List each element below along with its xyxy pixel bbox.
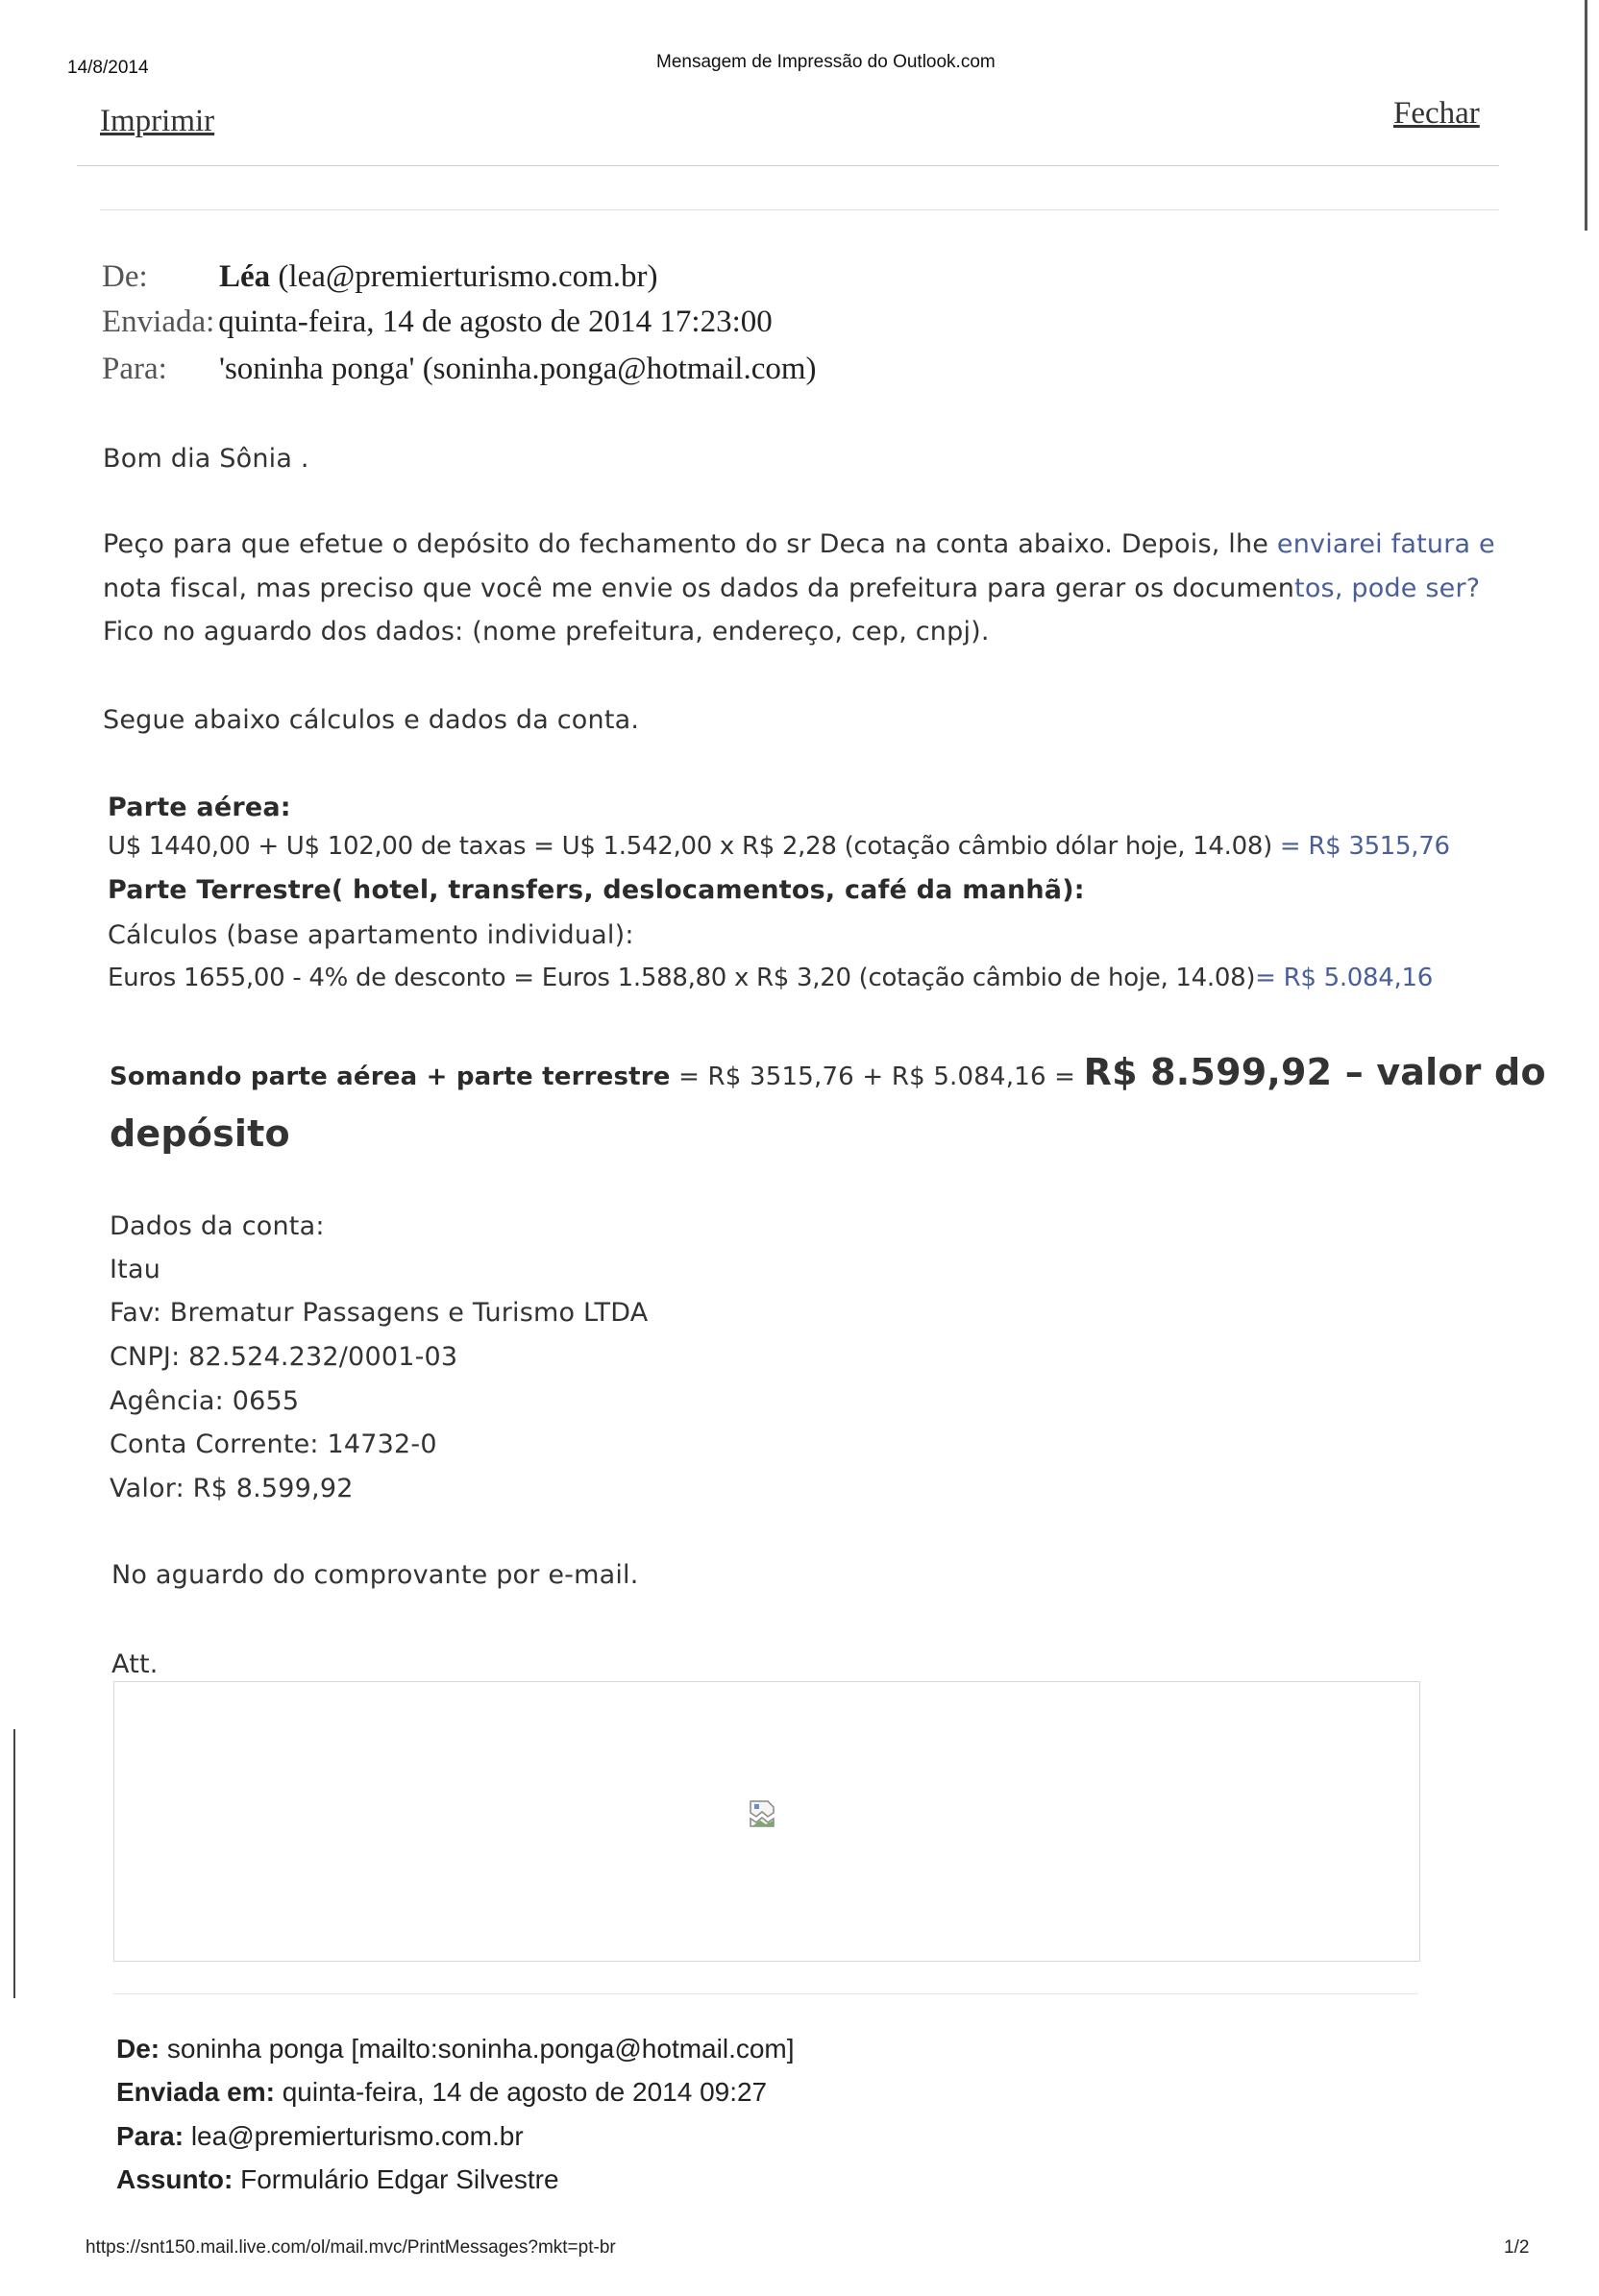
sign-off: Att. [111, 1649, 159, 1679]
from-line [102, 259, 658, 295]
account-amount: Valor: R$ 8.599,92 [110, 1474, 354, 1503]
paragraph-1-line-3: Fico no aguardo dos dados: (nome prefeitura, endereço, cep, cnpj). [103, 617, 990, 647]
fwd-subject-line [116, 2164, 559, 2195]
fwd-to-label: Para: [116, 2121, 184, 2151]
from-label: De: [102, 259, 148, 294]
paragraph-1-line-2 [103, 574, 1480, 603]
forward-divider [113, 1993, 1418, 1994]
air-calc-text: U$ 1440,00 + U$ 102,00 de taxas = U$ 1.542,00 x R$ 2,28 (cotação câmbio dólar hoje, 14.08) [108, 832, 1280, 861]
p1-b: nota fiscal, mas preciso que você me envie os dados da prefeitura para gerar os documen [103, 574, 1295, 603]
paragraph-1-line-1 [103, 529, 1495, 559]
sum-total: R$ 8.599,92 – valor do [1083, 1051, 1546, 1093]
account-bank: Itau [110, 1255, 161, 1284]
account-agency: Agência: 0655 [110, 1386, 300, 1416]
awaiting-receipt: No aguardo do comprovante por e-mail. [111, 1560, 639, 1590]
fwd-subject-label: Assunto: [116, 2164, 234, 2194]
sent-line [102, 305, 773, 340]
paragraph-2: Segue abaixo cálculos e dados da conta. [103, 705, 640, 735]
print-date: 14/8/2014 [67, 58, 149, 78]
print-link[interactable]: Imprimir [100, 104, 215, 138]
p1-a: Peço para que efetue o depósito do fechamento do sr Deca na conta abaixo. Depois, lhe [103, 529, 1277, 559]
fwd-sent-value: quinta-feira, 14 de agosto de 2014 09:27 [282, 2077, 768, 2107]
account-cnpj: CNPJ: 82.524.232/0001-03 [110, 1342, 458, 1372]
from-name: Léa [219, 259, 271, 294]
fwd-sent-line [116, 2077, 767, 2108]
fwd-to-value: lea@premierturismo.com.br [190, 2121, 524, 2151]
fwd-to-line [116, 2121, 524, 2152]
fwd-from-line [116, 2034, 795, 2064]
to-label: Para: [102, 352, 167, 386]
land-calc-text: Euros 1655,00 - 4% de desconto = Euros 1.588,80 x R$ 3,20 (cotação câmbio de hoje, 14.08) [108, 964, 1256, 992]
land-heading: Parte Terrestre( hotel, transfers, deslocamentos, café da manhã): [108, 875, 1085, 905]
to-value: 'soninha ponga' (soninha.ponga@hotmail.com) [219, 352, 817, 386]
air-heading: Parte aérea: [108, 793, 291, 822]
air-calc-result: = R$ 3515,76 [1279, 832, 1450, 861]
land-calc [108, 964, 1433, 992]
p1-a-blue: enviarei fatura e [1276, 529, 1495, 559]
sent-value: quinta-feira, 14 de agosto de 2014 17:23:00 [218, 305, 773, 339]
air-calc [108, 832, 1450, 861]
footer-url: https://snt150.mail.live.com/ol/mail.mvc/PrintMessages?mkt=pt-br [86, 2237, 616, 2258]
fwd-subject-value: Formulário Edgar Silvestre [240, 2164, 559, 2194]
sum-total-line-2: depósito [110, 1112, 290, 1155]
p1-b-blue: tos, pode ser? [1294, 574, 1481, 603]
scan-edge-right [1585, 0, 1587, 231]
from-email: (lea@premierturismo.com.br) [278, 259, 658, 294]
header-divider [77, 165, 1499, 166]
broken-image-icon [749, 1799, 775, 1828]
land-calc-result: = R$ 5.084,16 [1255, 964, 1433, 992]
scan-edge-left [13, 1729, 15, 1998]
account-number: Conta Corrente: 14732-0 [110, 1429, 437, 1459]
account-heading: Dados da conta: [110, 1211, 325, 1241]
signature-image-frame [113, 1681, 1420, 1962]
sum-label: Somando parte aérea + parte terrestre [110, 1063, 671, 1091]
fwd-sent-label: Enviada em: [116, 2077, 275, 2107]
land-basis: Cálculos (base apartamento individual): [108, 920, 634, 950]
sum-calc: = R$ 3515,76 + R$ 5.084,16 = [670, 1063, 1084, 1091]
fwd-from-label: De: [116, 2034, 160, 2064]
account-beneficiary: Fav: Brematur Passagens e Turismo LTDA [110, 1298, 649, 1328]
to-line [102, 352, 817, 387]
footer-page-number: 1/2 [1504, 2237, 1530, 2258]
message-divider [100, 209, 1499, 210]
fwd-from-value: soninha ponga [mailto:soninha.ponga@hotmail.com] [166, 2034, 795, 2064]
print-title: Mensagem de Impressão do Outlook.com [656, 52, 996, 72]
sum-line [110, 1051, 1546, 1093]
greeting: Bom dia Sônia . [103, 444, 309, 474]
sent-label: Enviada: [102, 305, 215, 339]
close-link[interactable]: Fechar [1393, 96, 1480, 131]
